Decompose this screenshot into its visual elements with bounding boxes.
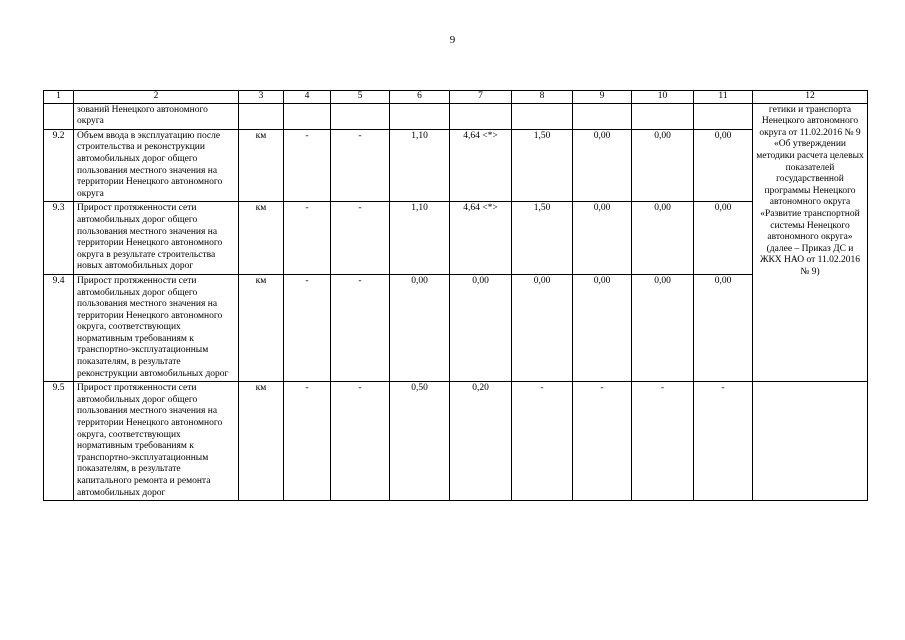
value-cell: -: [694, 382, 753, 501]
value-cell: 0,50: [390, 382, 450, 501]
unit-cell: км: [239, 382, 284, 501]
indicators-table: [43, 90, 868, 501]
value-cell: 0,20: [450, 382, 512, 501]
value-cell: 1,10: [390, 129, 450, 202]
table-row: [44, 202, 868, 275]
indicator-name: Прирост протяженности сети автомобильных дорог общего пользования местного значения на территории Ненецкого автономного округа, соответствующих нормативным требованиям к транспортно-эксплуатационным показателям, в результате капитального ремонта и ремонта автомобильных дорог: [74, 382, 239, 501]
column-number-row: [44, 91, 868, 104]
header-cell: 8: [512, 91, 573, 104]
value-cell: -: [284, 274, 331, 381]
value-cell: 0,00: [632, 274, 694, 381]
header-cell: 6: [390, 91, 450, 104]
value-cell: -: [331, 274, 390, 381]
row-number: 9.5: [44, 382, 74, 501]
value-cell: 0,00: [632, 202, 694, 275]
value-cell: 1,50: [512, 202, 573, 275]
value-cell: 0,00: [694, 202, 753, 275]
indicator-name: Прирост протяженности сети автомобильных дорог общего пользования местного значения на территории Ненецкого автономного округа, соответствующих нормативным требованиям к транспортно-эксплуатационным показателям, в результате реконструкции автомобильных дорог: [74, 274, 239, 381]
continuation-text: зований Ненецкого автономного округа: [74, 103, 239, 129]
value-cell: -: [331, 202, 390, 275]
value-cell: 0,00: [573, 129, 632, 202]
value-cell: 0,00: [632, 129, 694, 202]
value-cell: -: [284, 202, 331, 275]
header-cell: 3: [239, 91, 284, 104]
value-cell: -: [632, 382, 694, 501]
unit-cell: км: [239, 202, 284, 275]
value-cell: -: [284, 129, 331, 202]
value-cell: -: [284, 382, 331, 501]
unit-cell: км: [239, 274, 284, 381]
value-cell: -: [331, 382, 390, 501]
header-cell: 9: [573, 91, 632, 104]
value-cell: 0,00: [573, 274, 632, 381]
value-cell: 4,64 <*>: [450, 202, 512, 275]
table-row: [44, 274, 868, 381]
indicator-name: Прирост протяженности сети автомобильных дорог общего пользования местного значения на территории Ненецкого автономного округа в результате строительства новых автомобильных дорог: [74, 202, 239, 275]
table-row: [44, 129, 868, 202]
value-cell: 0,00: [573, 202, 632, 275]
value-cell: 0,00: [512, 274, 573, 381]
value-cell: 0,00: [694, 274, 753, 381]
value-cell: 0,00: [450, 274, 512, 381]
header-cell: 11: [694, 91, 753, 104]
value-cell: -: [331, 129, 390, 202]
header-cell: 7: [450, 91, 512, 104]
row-number: 9.2: [44, 129, 74, 202]
value-cell: -: [512, 382, 573, 501]
continuation-row: [44, 103, 868, 129]
page-number: 9: [449, 34, 456, 46]
header-cell: 4: [284, 91, 331, 104]
unit-cell: км: [239, 129, 284, 202]
header-cell: 12: [753, 91, 868, 104]
value-cell: 1,10: [390, 202, 450, 275]
empty-cell: [753, 382, 868, 501]
value-cell: 0,00: [390, 274, 450, 381]
table-row: [44, 382, 868, 501]
value-cell: -: [573, 382, 632, 501]
header-cell: 5: [331, 91, 390, 104]
row-number: 9.4: [44, 274, 74, 381]
value-cell: 4,64 <*>: [450, 129, 512, 202]
header-cell: 2: [74, 91, 239, 104]
indicator-name: Объем ввода в эксплуатацию после строительства и реконструкции автомобильных дорог общего пользования местного значения на территории Ненецкого автономного округа: [74, 129, 239, 202]
row-number: 9.3: [44, 202, 74, 275]
value-cell: 1,50: [512, 129, 573, 202]
header-cell: 1: [44, 91, 74, 104]
value-cell: 0,00: [694, 129, 753, 202]
legal-basis-cell: гетики и транспорта Ненецкого автономного округа от 11.02.2016 № 9 «Об утверждении методики расчета целевых показателей государственной программы Ненецкого автономного округа «Развитие транспортной системы Ненецкого автономного округа» (далее – Приказ ДС и ЖКХ НАО от 11.02.2016 № 9): [753, 103, 868, 382]
header-cell: 10: [632, 91, 694, 104]
